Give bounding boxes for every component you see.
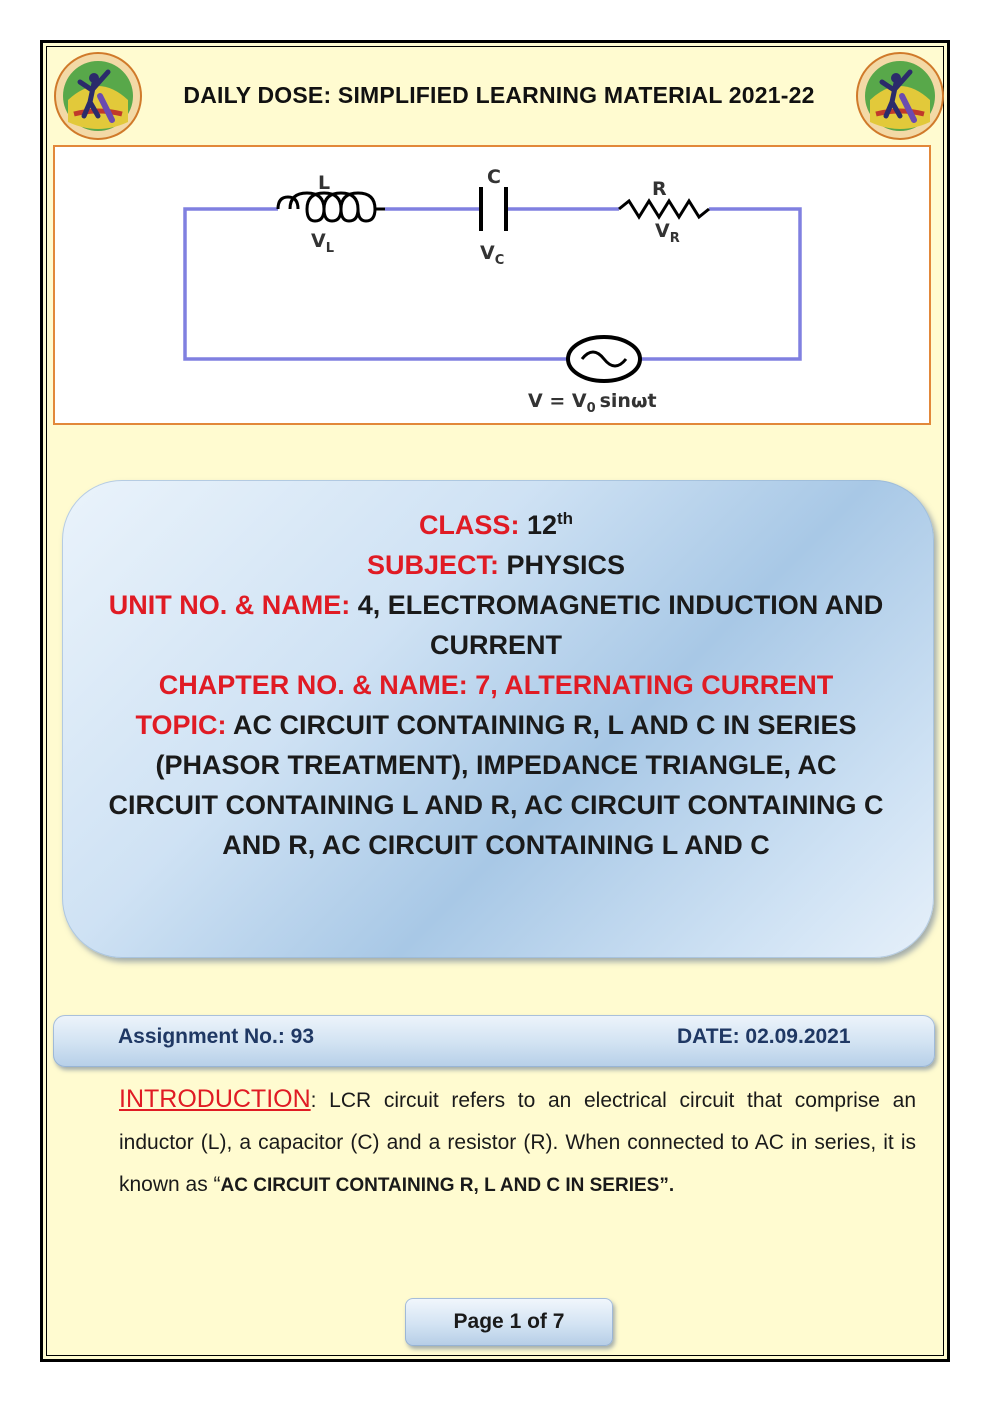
topic-value: AC CIRCUIT CONTAINING R, L AND C IN SERIES (PHASOR TREATMENT), IMPEDANCE TRIANGLE, AC CIRCUIT CONTAINING L AND R, AC CIRCUIT CONTAINING C AND R, AC CIRCUIT CONTAINING L AND C xyxy=(108,710,884,860)
circuit-wire xyxy=(185,209,800,359)
capacitor-label: C xyxy=(487,166,501,188)
chapter-value: 7, ALTERNATING CURRENT xyxy=(475,670,834,700)
inductor-coil-icon xyxy=(278,193,385,221)
class-value: 12 xyxy=(526,510,557,540)
subject-value: PHYSICS xyxy=(506,550,626,580)
introduction-text: : LCR circuit refers to an electrical circuit that comprise an inductor (L), a capacitor (C) and a resistor (R). When connected to AC in series, it is known as “ xyxy=(119,1089,916,1196)
subject-line xyxy=(100,545,892,585)
dancer-emblem-icon xyxy=(856,52,944,140)
chapter-line xyxy=(100,665,892,705)
introduction-heading: INTRODUCTION xyxy=(119,1085,311,1113)
assignment-date: DATE: 02.09.2021 xyxy=(677,1025,851,1048)
class-label: CLASS: xyxy=(418,510,520,540)
topic-line xyxy=(100,705,892,865)
lcr-circuit-diagram xyxy=(53,145,931,425)
capacitor-plates-icon xyxy=(481,187,506,231)
resistor-voltage-label: $V_R$ xyxy=(655,220,680,246)
dancer-emblem-icon xyxy=(54,52,142,140)
source-equation: $V = V_0$ sinωt xyxy=(528,390,657,416)
topic-label: TOPIC: xyxy=(135,710,227,740)
subject-label: SUBJECT: xyxy=(366,550,499,580)
resistor-zigzag-icon xyxy=(619,201,709,217)
course-info-text xyxy=(100,505,892,865)
unit-line xyxy=(100,585,892,665)
document-header-title: DAILY DOSE: SIMPLIFIED LEARNING MATERIAL 2021-22 xyxy=(183,82,815,108)
class-line xyxy=(100,505,892,545)
ac-source-icon xyxy=(568,337,640,381)
lcr-circuit-svg xyxy=(55,147,929,423)
inductor-label: L xyxy=(318,172,331,194)
inductor-voltage-label: $V_L$ xyxy=(311,230,335,256)
chapter-label: CHAPTER NO. & NAME: xyxy=(158,670,468,700)
introduction-end: ”. xyxy=(659,1175,675,1196)
unit-value: 4, ELECTROMAGNETIC INDUCTION AND CURRENT xyxy=(357,590,884,660)
class-superscript: th xyxy=(557,509,574,528)
resistor-label: R xyxy=(652,178,667,200)
capacitor-voltage-label: $V_C$ xyxy=(480,242,505,268)
page-indicator: Page 1 of 7 xyxy=(405,1298,613,1346)
unit-label: UNIT NO. & NAME: xyxy=(108,590,351,620)
introduction-emphasis: AC CIRCUIT CONTAINING R, L AND C IN SERIES xyxy=(220,1175,660,1196)
assignment-number: Assignment No.: 93 xyxy=(118,1025,315,1048)
introduction-paragraph xyxy=(119,1078,916,1207)
